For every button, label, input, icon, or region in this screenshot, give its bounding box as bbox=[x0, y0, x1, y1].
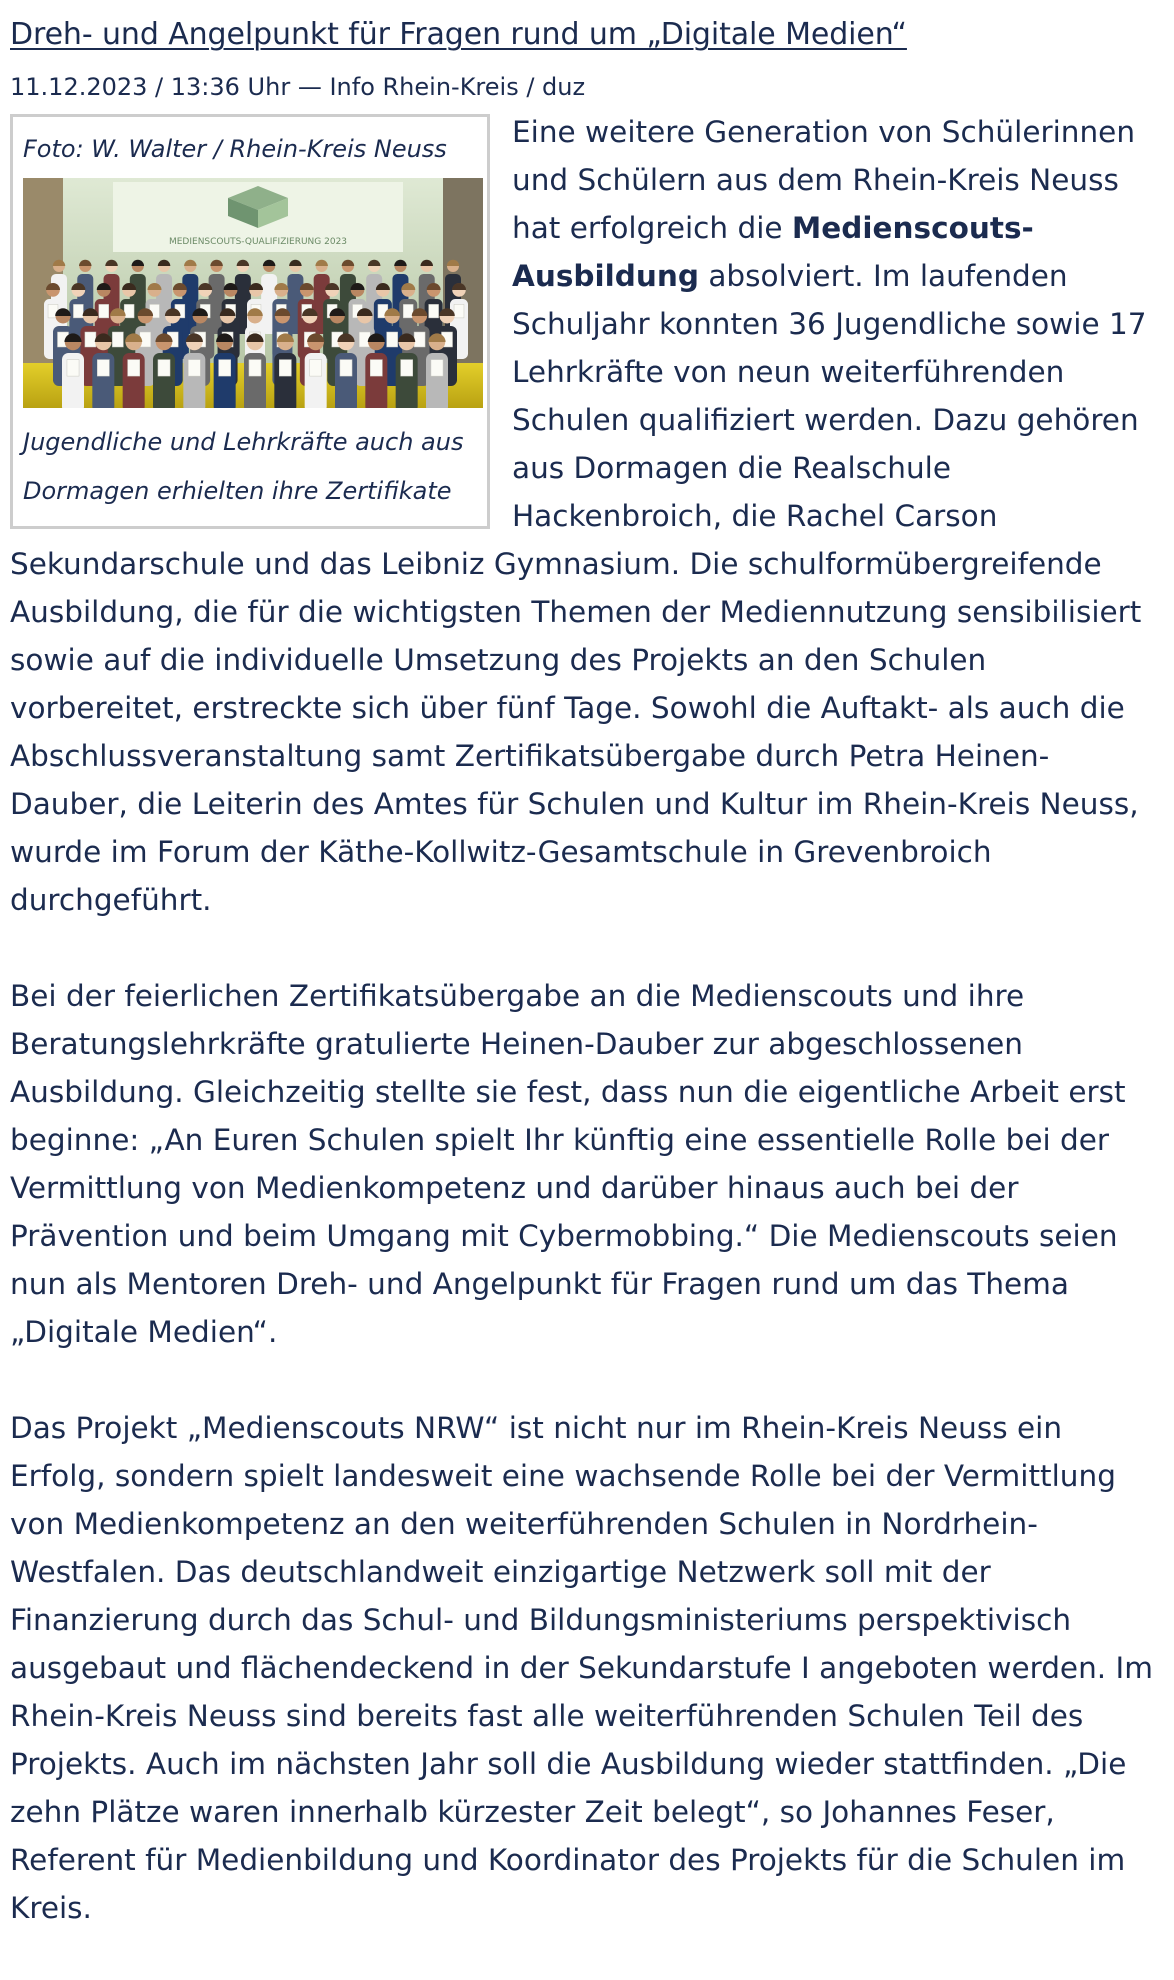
article bbox=[10, 0, 1160, 1980]
photo-certificate bbox=[414, 332, 425, 347]
photo-certificate bbox=[431, 360, 443, 377]
photo-certificate bbox=[340, 360, 352, 377]
photo-certificate bbox=[124, 304, 134, 318]
photo-certificate bbox=[219, 360, 231, 377]
photo-certificate bbox=[454, 304, 464, 318]
photo-certificate bbox=[310, 360, 322, 377]
photo-certificate bbox=[85, 332, 96, 347]
photo-certificate bbox=[249, 360, 261, 377]
photo-certificate bbox=[279, 360, 291, 377]
paragraph-1-rest: absolviert. Im laufenden Schuljahr konnten 36 Jugendliche sowie 17 Lehrkräfte von neun weiterführenden Schulen qualifiziert werden. Dazu gehören aus Dormagen die Realschule Hackenbroich, die Rachel Carson Sekundarschule und das Leibniz Gymnasium. Die schulformübergreifende Ausbildung, die für die wichtigsten Themen der Mediennutzung sensibilisiert sowie auf die individuelle Umsetzung des Projekts an den Schulen vorbereitet, erstreckte sich über fünf Tage. Sowohl die Auftakt- als auch die Abschlussveranstaltung samt Zertifikatsübergabe durch Petra Heinen-Dauber, die Leiterin des Amtes für Schulen und Kultur im Rhein-Kreis Neuss, wurde im Forum der Käthe-Kollwitz-Gesamtschule in Grevenbroich durchgeführt. bbox=[10, 259, 1147, 917]
article-figure bbox=[10, 114, 490, 529]
photo-certificate bbox=[67, 360, 79, 377]
photo-caption: Jugendliche und Lehrkräfte auch aus Dormagen erhielten ihre Zertifikate bbox=[23, 428, 464, 505]
banner-text: MEDIENSCOUTS-QUALIFIZIERUNG 2023 bbox=[168, 237, 348, 247]
photo-certificate bbox=[401, 360, 413, 377]
group-photo[interactable] bbox=[23, 178, 483, 408]
photo-certificate bbox=[403, 304, 413, 318]
photo-certificate bbox=[128, 360, 140, 377]
medienscouts-highlight: Medienscouts-Ausbildung bbox=[512, 211, 1034, 293]
paragraph-2: Bei der feierlichen Zertifikatsübergabe an die Medienscouts und ihre Beratungslehrkräfte gratulierte Heinen-Dauber zur abgeschlossenen Ausbildung. Gleichzeitig stellte sie fest, dass nun die eigentliche Arbeit erst beginne: „An Euren Schulen spielt Ihr künftig eine essentielle Rolle bei der Vermittlung von Medienkompetenz und darüber hinaus auch bei der Prävention und beim Umgang mit Cybermobbing.“ Die Medienscouts seien nun als Mentoren Dreh- und Angelpunkt für Fragen rund um das Thema „Digitale Medien“. bbox=[10, 979, 1126, 1349]
article-body bbox=[10, 108, 1160, 1932]
photo-certificate bbox=[158, 360, 170, 377]
paragraph-1-lead: Eine weitere Generation von Schülerinnen und Schülern aus dem Rhein-Kreis Neuss hat erfolgreich die bbox=[512, 115, 1136, 245]
photo-certificate bbox=[99, 304, 109, 318]
photo-certificate bbox=[97, 360, 109, 377]
paragraph-3: Das Projekt „Medienscouts NRW“ ist nicht nur im Rhein-Kreis Neuss ein Erfolg, sondern spielt landesweit eine wachsende Rolle bei der Vermittlung von Medienkompetenz an den weiterführenden Schulen in Nordrhein-Westfalen. Das deutschlandweit einzigartige Netzwerk soll mit der Finanzierung durch das Schul- und Bildungsministeriums perspektivisch ausgebaut und flächendeckend in der Sekundarstufe I angeboten werden. Im Rhein-Kreis Neuss sind bereits fast alle weiterführenden Schulen Teil des Projekts. Auch im nächsten Jahr soll die Ausbildung wieder stattfinden. „Die zehn Plätze waren innerhalb kürzester Zeit belegt“, so Johannes Feser, Referent für Medienbildung und Koordinator des Projekts für die Schulen im Kreis. bbox=[10, 1411, 1153, 1925]
photo-certificate bbox=[429, 304, 439, 318]
photo-certificate bbox=[73, 304, 83, 318]
photo-certificate bbox=[188, 360, 200, 377]
photo-credit: Foto: W. Walter / Rhein-Kreis Neuss bbox=[23, 135, 447, 163]
article-meta: 11.12.2023 / 13:36 Uhr — Info Rhein-Kreis / duz bbox=[10, 73, 586, 101]
photo-certificate bbox=[112, 332, 123, 347]
article-title-link[interactable]: Dreh- und Angelpunkt für Fragen rund um „Digitale Medien“ bbox=[10, 17, 907, 52]
photo-certificate bbox=[387, 332, 398, 347]
photo-certificate bbox=[370, 360, 382, 377]
